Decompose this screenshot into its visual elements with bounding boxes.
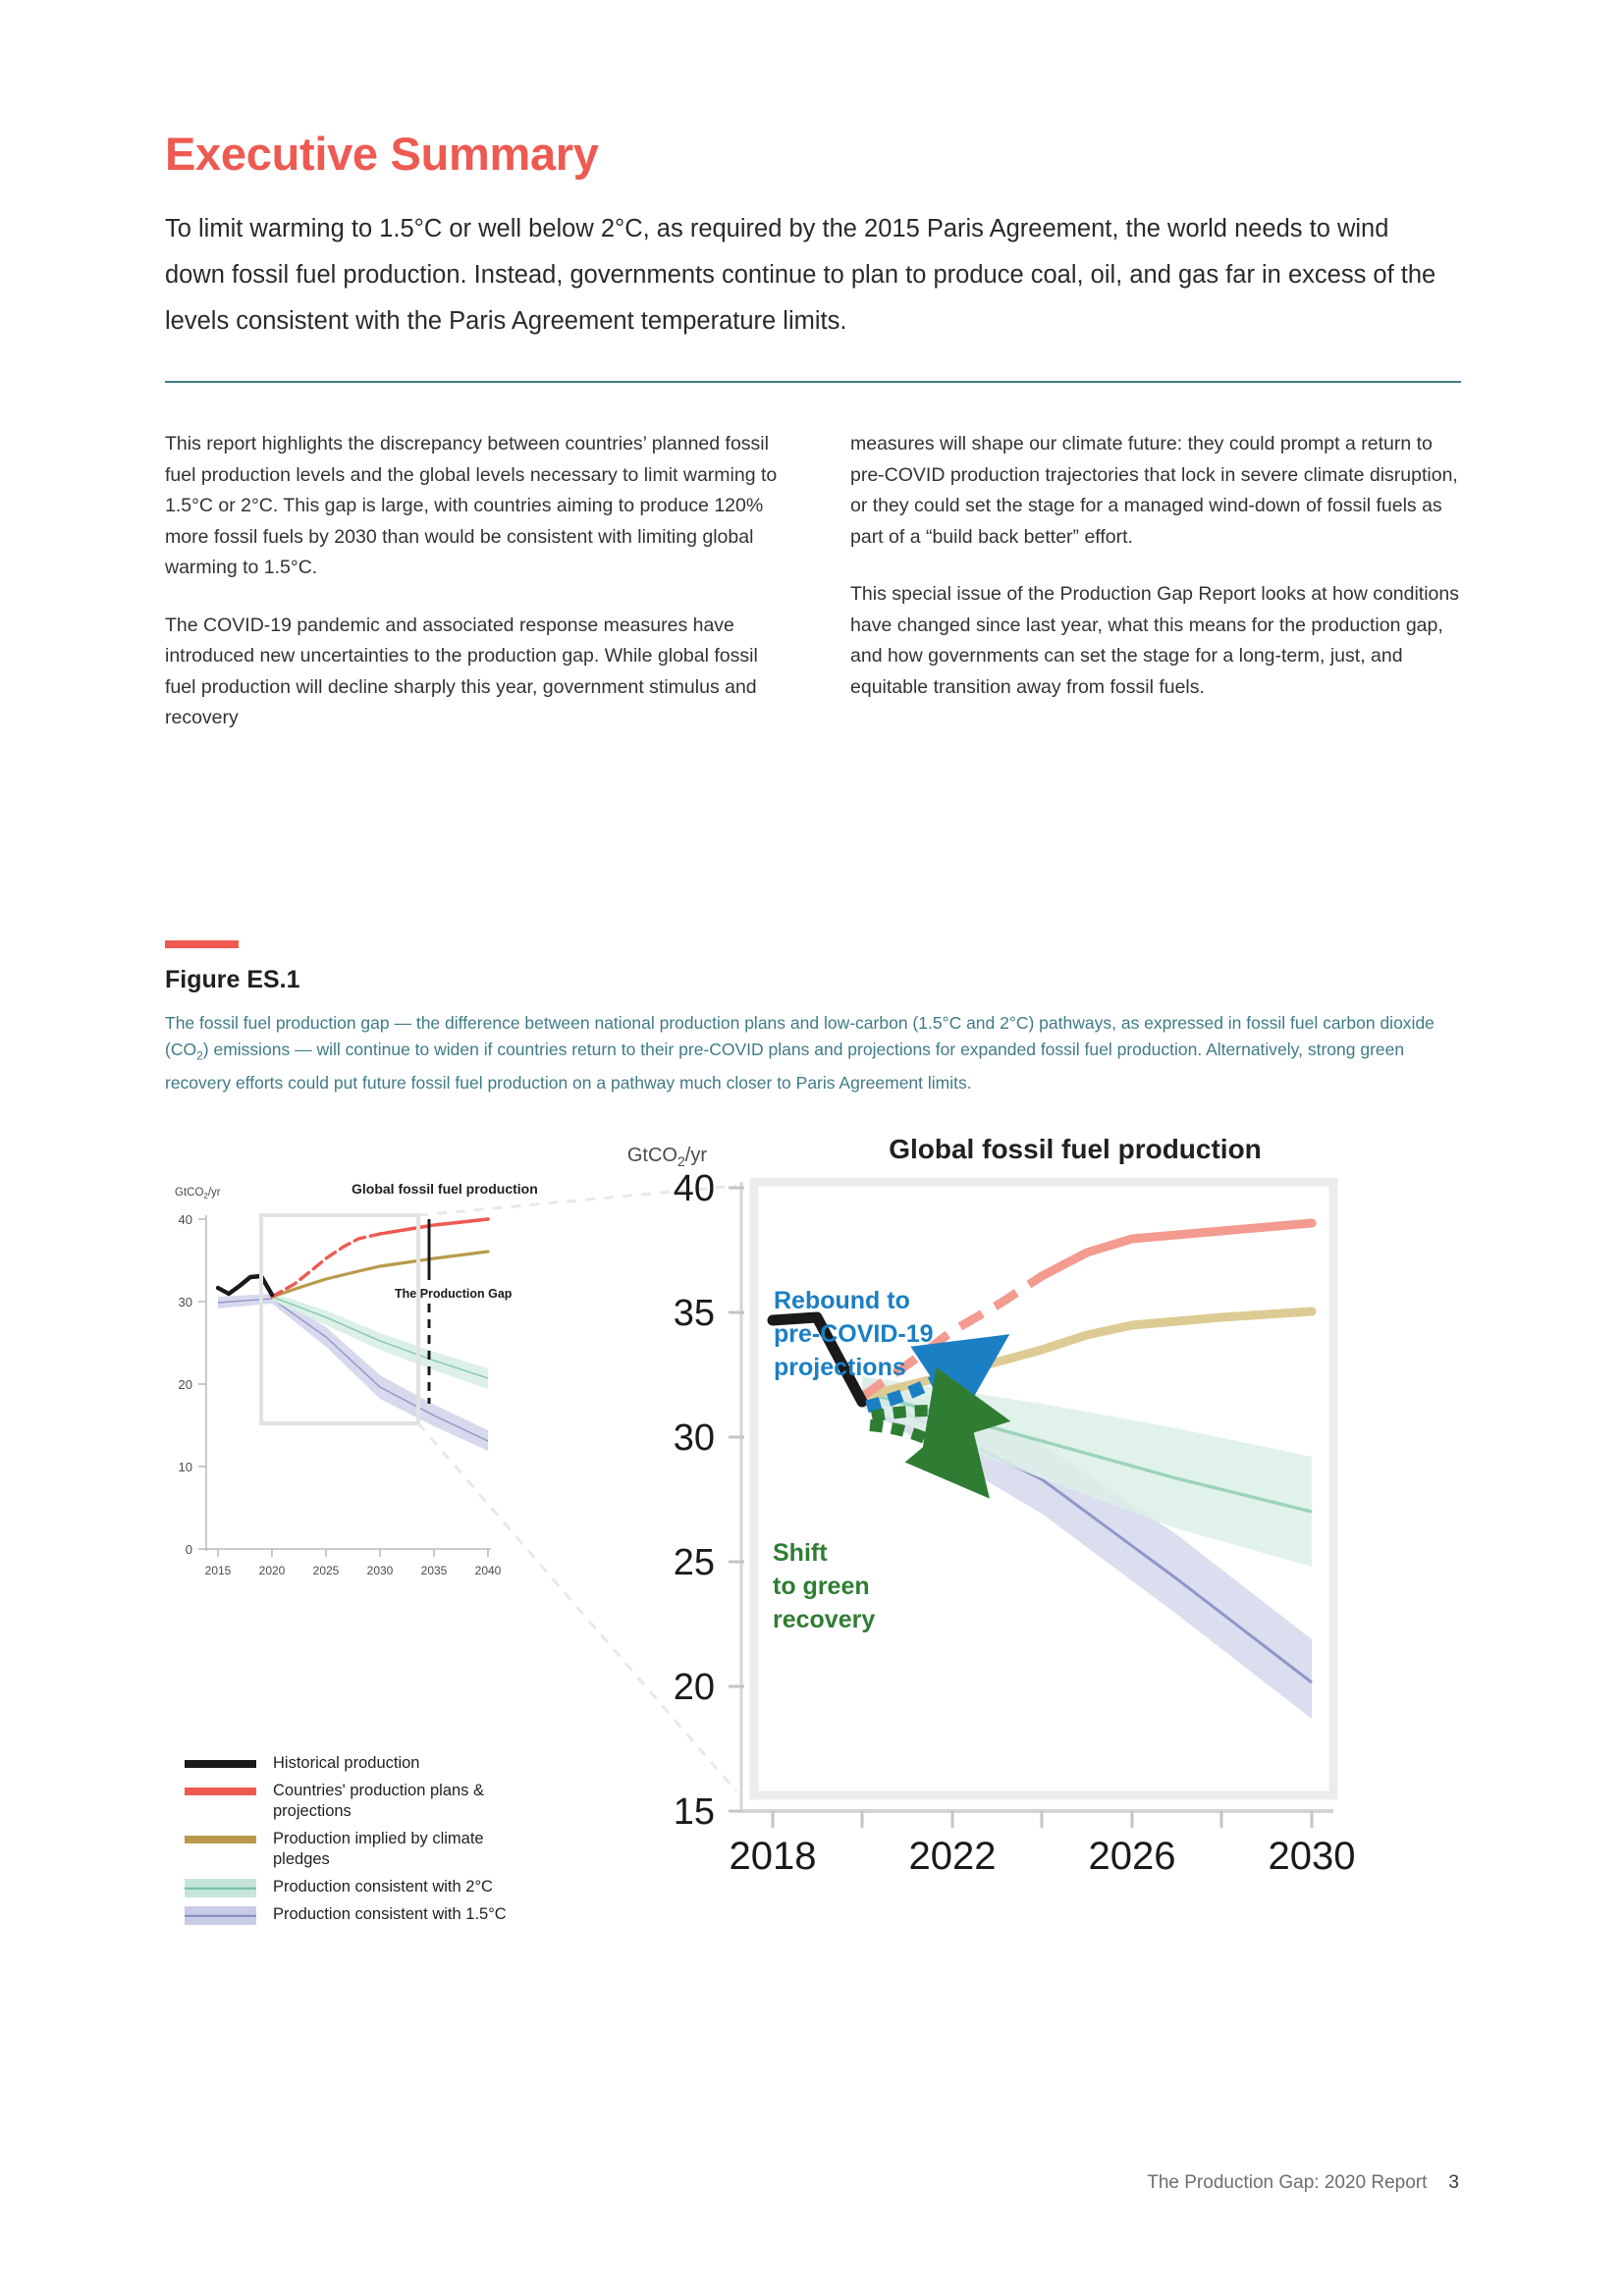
svg-text:25: 25: [673, 1542, 715, 1583]
legend-swatch-historical: [185, 1760, 256, 1768]
inset-line-plans: [380, 1219, 488, 1234]
main-chart-title: Global fossil fuel production: [889, 1134, 1262, 1164]
main-line-plans: [1042, 1223, 1312, 1276]
legend-item: [185, 1904, 528, 1925]
svg-text:20: 20: [673, 1667, 715, 1708]
legend-label: Countries' production plans & projections: [273, 1782, 485, 1820]
svg-text:Shift: Shift: [773, 1539, 828, 1567]
figure-accent-bar: [165, 940, 239, 948]
svg-text:2030: 2030: [1268, 1835, 1356, 1878]
legend-label: Production consistent with 2°C: [273, 1878, 493, 1896]
figure-caption-part1: The fossil fuel production gap — the difference between national production plans and low-carbon (1.5°C and 2°C) pathways, as expressed in fossil fuel carbon dioxide (CO: [165, 1013, 1435, 1059]
page-footer: [1147, 2172, 1459, 2194]
lede-paragraph: To limit warming to 1.5°C or well below 2°C, as required by the 2015 Paris Agreement, the world needs to wind down fossil fuel production. Instead, governments continue to plan to produce coal, oil, and gas far in excess of the levels consistent with the Paris Agreement temperature limits.: [165, 215, 1436, 335]
svg-text:2022: 2022: [908, 1835, 997, 1878]
body-paragraph: This report highlights the discrepancy between countries’ planned fossil fuel production levels and the global levels necessary to limit warming to 1.5°C or 2°C. This gap is large, with countries aiming to produce 120% more fossil fuels by 2030 than would be consistent with limiting global warming to 1.5°C.: [165, 433, 778, 578]
legend-item: [185, 1753, 528, 1774]
body-columns: [165, 429, 1466, 841]
figure-legend: [185, 1753, 528, 1932]
svg-text:2025: 2025: [312, 1564, 340, 1577]
svg-text:recovery: recovery: [773, 1606, 876, 1633]
footer-report-title: The Production Gap: 2020 Report: [1147, 2172, 1428, 2193]
svg-text:10: 10: [178, 1460, 192, 1474]
svg-text:35: 35: [673, 1293, 715, 1334]
inset-x-ticks: [218, 1549, 488, 1557]
legend-label: Production implied by climate pledges: [273, 1830, 484, 1868]
production-gap-annotation: The Production Gap: [395, 1287, 513, 1301]
page-title: Executive Summary: [165, 128, 599, 180]
svg-text:2035: 2035: [420, 1564, 448, 1577]
svg-text:0: 0: [185, 1542, 192, 1557]
svg-text:Rebound to: Rebound to: [774, 1287, 910, 1314]
svg-text:projections: projections: [774, 1354, 906, 1381]
legend-item: [185, 1781, 528, 1822]
main-x-tick-labels: [730, 1835, 1356, 1878]
figure-caption-subscript: 2: [196, 1048, 203, 1063]
svg-text:15: 15: [673, 1791, 715, 1833]
svg-text:2018: 2018: [729, 1835, 817, 1878]
legend-swatch-pledges: [185, 1836, 256, 1843]
svg-text:2020: 2020: [258, 1564, 286, 1577]
main-x-ticks: [773, 1811, 1312, 1828]
svg-text:30: 30: [178, 1295, 192, 1309]
inset-chart-title: Global fossil fuel production: [352, 1181, 538, 1197]
svg-text:2015: 2015: [204, 1564, 232, 1577]
svg-text:2030: 2030: [366, 1564, 394, 1577]
main-y-tick-labels: [674, 1168, 715, 1833]
legend-swatch-1p5c: [185, 1906, 256, 1925]
legend-item: [185, 1877, 528, 1897]
figure-label: Figure ES.1: [165, 966, 300, 993]
body-paragraph: This special issue of the Production Gap Report looks at how conditions have changed since last year, what this means for the production gap, and how governments can set the stage for a long-term, just, and equitable transition away from fossil fuels.: [850, 583, 1460, 698]
body-column-right: [850, 429, 1466, 703]
legend-label: Production consistent with 1.5°C: [273, 1905, 507, 1923]
inset-line-historical: [218, 1276, 272, 1295]
page-number: 3: [1448, 2172, 1459, 2193]
legend-swatch-2c: [185, 1879, 256, 1897]
inset-chart: [175, 1181, 538, 1577]
svg-text:40: 40: [673, 1168, 715, 1209]
inset-x-tick-labels: [205, 1564, 502, 1577]
figure-caption: [165, 1010, 1466, 1096]
body-column-left: [165, 429, 781, 734]
main-y-axis-unit: GtCO$_2$/yr: [626, 1145, 707, 1169]
svg-text:2040: 2040: [474, 1564, 502, 1577]
main-chart: [627, 1134, 1356, 1878]
inset-y-axis-unit: GtCO$_2$/yr: [175, 1187, 221, 1201]
svg-text:2026: 2026: [1088, 1835, 1176, 1878]
header-divider: [165, 381, 1461, 383]
legend-item: [185, 1829, 528, 1870]
svg-text:to green: to green: [773, 1573, 870, 1600]
svg-text:20: 20: [178, 1377, 192, 1392]
inset-y-tick-labels: [179, 1212, 192, 1557]
body-paragraph: measures will shape our climate future: they could prompt a return to pre-COVID production trajectories that lock in severe climate disruption, or they could set the stage for a managed wind-down of fossil fuels as part of a “build back better” effort.: [850, 433, 1458, 548]
annotation-green-shift: [773, 1539, 875, 1633]
figure-caption-part2: ) emissions — will continue to widen if countries return to their pre-COVID plans and projections for expanded fossil fuel production. Alternatively, strong green recovery efforts could put future fossil fuel production on a pathway much closer to Paris Agreement limits.: [165, 1040, 1405, 1093]
legend-swatch-plans: [185, 1788, 256, 1795]
svg-text:40: 40: [178, 1212, 192, 1227]
inset-y-ticks: [198, 1219, 206, 1549]
svg-text:30: 30: [673, 1417, 715, 1459]
body-paragraph: The COVID-19 pandemic and associated response measures have introduced new uncertainties to the production gap. While global fossil fuel production will decline sharply this year, government stimulus and recovery: [165, 614, 758, 728]
legend-label: Historical production: [273, 1754, 420, 1772]
svg-text:pre-COVID-19: pre-COVID-19: [774, 1320, 934, 1348]
